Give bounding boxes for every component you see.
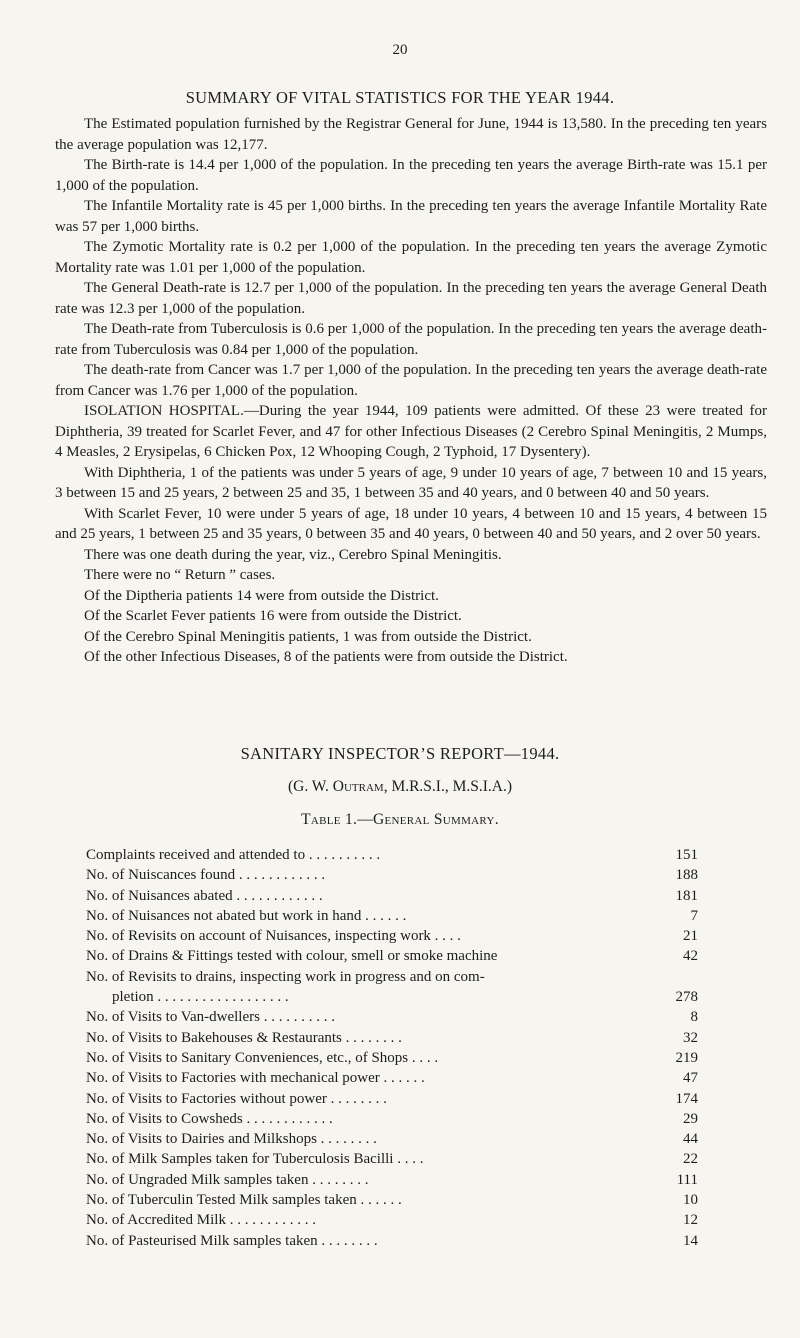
table-row <box>86 1210 698 1230</box>
paragraph-diphtheria-outside: Of the Diptheria patients 14 were from outside the District. <box>84 587 439 604</box>
row-label: No. of Drains & Fittings tested with colour, smell or smoke machine <box>86 948 498 965</box>
report-author-close: , M.R.S.I., M.S.I.A.) <box>383 778 513 795</box>
row-label: No. of Accredited Milk . . . . . . . . . . . . <box>86 1212 316 1229</box>
paragraph-return-cases: There were no “ Return ” cases. <box>84 567 276 583</box>
row-value: 151 <box>675 847 698 863</box>
table-row <box>86 1048 698 1068</box>
row-value: 29 <box>683 1110 698 1127</box>
paragraph-diphtheria-ages: With Diphtheria, 1 of the patients was under 5 years of age, 9 under 10 years of age, 7 between 10 and 15 years, 3 between 15 and 25 years, 2 between 25 and 35, 1 between 35 and 40 years, and 0 between 40 and 50 years. <box>55 464 767 501</box>
report-author-open: (G. W. <box>287 778 333 795</box>
row-value: 219 <box>675 1049 698 1066</box>
vital-statistics-text <box>55 114 767 668</box>
page-title: SUMMARY OF VITAL STATISTICS FOR THE YEAR 1944. <box>185 88 615 107</box>
paragraph-isolation-hospital <box>55 401 767 463</box>
row-value: 32 <box>683 1029 698 1046</box>
row-value: 12 <box>683 1212 698 1229</box>
isolation-hospital-heading: ISOLATION HOSPITAL. <box>84 403 244 419</box>
table-row <box>86 1068 698 1088</box>
row-value: 174 <box>675 1090 698 1107</box>
row-value: 111 <box>676 1171 698 1188</box>
paragraph-cancer: The death-rate from Cancer was 1.7 per 1,000 of the population. In the preceding ten years the average death-rate from Cancer was 1.76 per 1,000 of the population. <box>55 362 767 399</box>
row-value: 278 <box>675 989 698 1006</box>
row-label: Complaints received and attended to . . . . . . . . . . <box>86 847 381 863</box>
row-value: 188 <box>675 867 698 884</box>
row-label: No. of Visits to Dairies and Milkshops . . . . . . . . <box>86 1131 377 1148</box>
table-row <box>86 886 698 906</box>
table-row <box>86 1231 698 1251</box>
paragraph-meningitis-outside: Of the Cerebro Spinal Meningitis patients, 1 was from outside the District. <box>84 628 532 645</box>
paragraph-birth-rate: The Birth-rate is 14.4 per 1,000 of the population. In the preceding ten years the average Birth-rate was 15.1 per 1,000 of the population. <box>55 157 767 194</box>
row-value: 8 <box>690 1009 698 1026</box>
row-value: 21 <box>683 928 698 945</box>
paragraph-infantile-mortality: The Infantile Mortality rate is 45 per 1,000 births. In the preceding ten years the average Infantile Mortality Rate was 57 per 1,000 births. <box>55 198 767 235</box>
paragraph-tuberculosis: The Death-rate from Tuberculosis is 0.6 per 1,000 of the population. In the preceding ten years the average death-rate from Tuberculosis was 0.84 per 1,000 of the population. <box>55 321 767 358</box>
row-label-line-1: No. of Revisits to drains, inspecting work in progress and on com- <box>86 968 485 985</box>
table-row <box>86 967 698 1008</box>
isolation-hospital-text: —During the year 1944, 109 patients were admitted. Of these 23 were treated for Diphtheria, 39 treated for Scarlet Fever, and 47 for other Infectious Diseases (2 Cerebro Spinal Meningitis, 2 Mumps, 4 Measles, 2 Erysipelas, 6 Chicken Pox, 12 Whooping Cough, 2 Typhoid, 17 Dysentery). <box>55 403 767 460</box>
table-row <box>86 1109 698 1129</box>
general-summary-table <box>86 845 698 1251</box>
paragraph-deaths: There was one death during the year, viz., Cerebro Spinal Meningitis. <box>84 546 502 563</box>
table-row <box>86 1129 698 1149</box>
row-value: 42 <box>683 948 698 965</box>
row-label: No. of Nuiscances found . . . . . . . . . . . . <box>86 867 326 884</box>
table-row <box>86 1028 698 1048</box>
row-label: No. of Visits to Van-dwellers . . . . . . . . . . <box>86 1009 335 1026</box>
paragraph-general-death-rate: The General Death-rate is 12.7 per 1,000 of the population. In the preceding ten years the average General Death rate was 12.3 per 1,000 of the population. <box>55 280 767 317</box>
row-label: No. of Visits to Cowsheds . . . . . . . . . . . . <box>86 1110 333 1127</box>
paragraph-other-outside: Of the other Infectious Diseases, 8 of the patients were from outside the District. <box>84 649 568 665</box>
table-row <box>86 906 698 926</box>
row-value: 14 <box>683 1232 698 1249</box>
table-row <box>86 946 698 966</box>
paragraph-scarlet-fever-ages: With Scarlet Fever, 10 were under 5 years of age, 18 under 10 years, 4 between 10 and 15 years, 4 between 15 and 25 years, 1 between 25 and 35 years, 0 between 35 and 40 years, 0 between 40 and 50 years, and 2 over 50 years. <box>55 505 767 542</box>
row-value: 7 <box>690 907 698 924</box>
row-label: No. of Visits to Factories with mechanical power . . . . . . <box>86 1070 425 1087</box>
row-value: 22 <box>683 1151 698 1168</box>
row-label-line-2: pletion . . . . . . . . . . . . . . . . . . <box>112 989 289 1006</box>
paragraph-scarlet-outside: Of the Scarlet Fever patients 16 were from outside the District. <box>84 608 462 624</box>
report-author <box>0 778 800 796</box>
row-label: No. of Visits to Factories without power . . . . . . . . <box>86 1090 387 1107</box>
row-label: No. of Milk Samples taken for Tuberculosis Bacilli . . . . <box>86 1151 424 1168</box>
row-label: No. of Ungraded Milk samples taken . . . . . . . . <box>86 1171 369 1188</box>
table-row <box>86 1190 698 1210</box>
row-label <box>86 967 656 1008</box>
row-label: No. of Tuberculin Tested Milk samples taken . . . . . . <box>86 1192 402 1209</box>
row-value: 44 <box>683 1131 698 1148</box>
row-label: No. of Revisits on account of Nuisances, inspecting work . . . . <box>86 928 461 945</box>
table-row <box>86 845 698 865</box>
row-value: 181 <box>675 887 698 904</box>
row-label: No. of Nuisances not abated but work in hand . . . . . . <box>86 907 407 924</box>
table-title: Table 1.—General Summary. <box>301 811 499 828</box>
row-value: 47 <box>683 1070 698 1087</box>
table-row <box>86 926 698 946</box>
row-label: No. of Visits to Bakehouses & Restaurants . . . . . . . . <box>86 1029 402 1046</box>
table-row <box>86 1149 698 1169</box>
row-label: No. of Pasteurised Milk samples taken . . . . . . . . <box>86 1232 378 1249</box>
paragraph-zymotic-mortality: The Zymotic Mortality rate is 0.2 per 1,000 of the population. In the preceding ten years the average Zymotic Mortality rate was 1.01 per 1,000 of the population. <box>55 239 767 276</box>
paragraph-population: The Estimated population furnished by the Registrar General for June, 1944 is 13,580. In the preceding ten years the average population was 12,177. <box>55 116 767 153</box>
row-label: No. of Visits to Sanitary Conveniences, etc., of Shops . . . . <box>86 1049 439 1066</box>
page-number: 20 <box>392 42 408 58</box>
row-label: No. of Nuisances abated . . . . . . . . . . . . <box>86 887 323 904</box>
table-row <box>86 865 698 885</box>
report-title: SANITARY INSPECTOR’S REPORT—1944. <box>240 744 560 763</box>
table-row <box>86 1089 698 1109</box>
table-row <box>86 1170 698 1190</box>
report-author-name: Outram <box>332 778 384 795</box>
row-value: 10 <box>683 1192 698 1209</box>
table-row <box>86 1007 698 1027</box>
